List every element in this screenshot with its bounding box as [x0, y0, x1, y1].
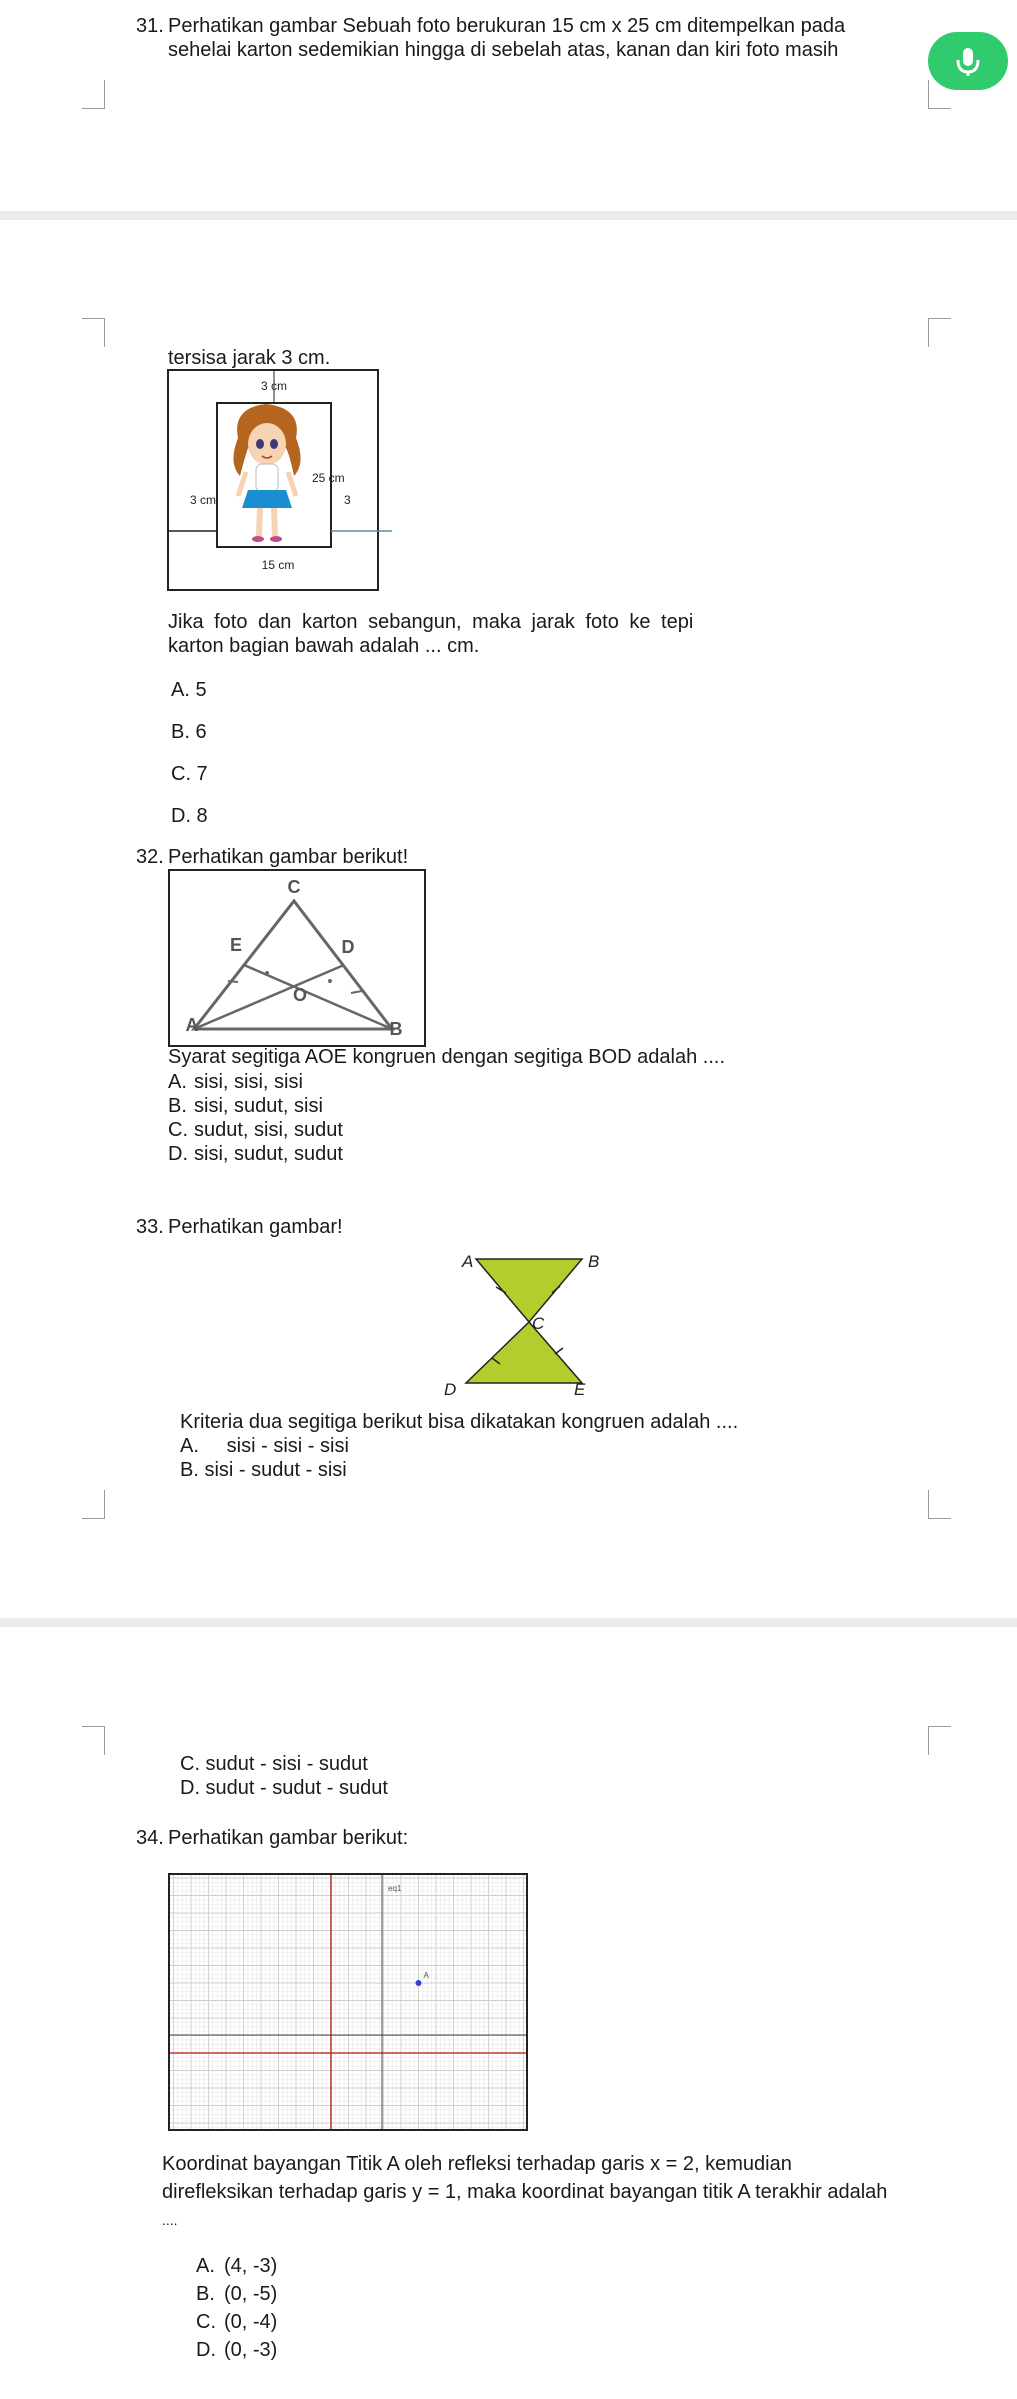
crop-mark — [928, 1490, 951, 1519]
q31-option[interactable]: C. 7 — [171, 763, 208, 785]
triangle-abc — [476, 1259, 582, 1322]
crop-mark — [82, 318, 105, 347]
q33-bowtie-figure — [440, 1245, 610, 1400]
q34-question-line3: .... — [162, 2212, 178, 2228]
triangle-cde — [466, 1322, 582, 1383]
label-d: D — [444, 1380, 457, 1399]
q31-option[interactable]: A. 5 — [171, 679, 207, 701]
label-e: E — [229, 935, 243, 955]
q32-option-text[interactable]: sudut, sisi, sudut — [194, 1119, 343, 1141]
q32-title: Perhatikan gambar berikut! — [168, 846, 409, 868]
point-a-label: A — [423, 1971, 429, 1980]
label-o: O — [292, 985, 308, 1005]
label-c: C — [287, 877, 301, 897]
crop-mark — [928, 1726, 951, 1755]
q33-number: 33. — [136, 1216, 164, 1238]
crop-mark — [82, 1726, 105, 1755]
label-d: D — [341, 937, 355, 957]
voice-input-button[interactable] — [928, 32, 1008, 90]
crop-mark — [928, 318, 951, 347]
crop-mark — [82, 80, 105, 109]
q34-option-text[interactable]: (0, -3) — [224, 2339, 278, 2361]
q34-coordinate-graph — [168, 1873, 528, 2131]
q34-option-letter: B. — [196, 2283, 215, 2305]
label-e: E — [574, 1380, 586, 1399]
point-a — [416, 1980, 422, 1986]
q31-top-label: 3 cm — [260, 379, 288, 393]
q31-line3: tersisa jarak 3 cm. — [168, 347, 331, 369]
q31-line2: sehelai karton sedemikian hingga di sebelah atas, kanan dan kiri foto masih — [168, 39, 839, 61]
q31-line1: Perhatikan gambar Sebuah foto berukuran 15 cm x 25 cm ditempelkan pada — [168, 15, 846, 37]
page-gap — [0, 211, 1017, 220]
label-a: A — [462, 1252, 474, 1271]
page-gap — [0, 1618, 1017, 1627]
q33-title: Perhatikan gambar! — [168, 1216, 343, 1238]
q34-option-letter: D. — [196, 2339, 216, 2361]
q32-option-letter: B. — [168, 1095, 187, 1117]
q33-option[interactable]: B. sisi - sudut - sisi — [180, 1459, 347, 1481]
label-b: B — [588, 1252, 600, 1271]
q34-option-text[interactable]: (0, -5) — [224, 2283, 278, 2305]
q31-right-label: 3 — [344, 493, 351, 507]
q31-number: 31. — [136, 15, 164, 37]
q32-option-letter: C. — [168, 1119, 188, 1141]
q32-option-letter: D. — [168, 1143, 188, 1165]
q32-triangle-figure — [168, 869, 426, 1047]
q32-option-text[interactable]: sisi, sudut, sudut — [194, 1143, 343, 1165]
q34-question-line1: Koordinat bayangan Titik A oleh refleksi terhadap garis x = 2, kemudian — [162, 2153, 792, 2175]
q31-left-label: 3 cm — [190, 493, 217, 507]
q31-photo-figure — [166, 368, 396, 596]
q31-question-line2: karton bagian bawah adalah ... cm. — [168, 635, 480, 657]
q34-title: Perhatikan gambar berikut: — [168, 1827, 409, 1849]
q32-number: 32. — [136, 846, 164, 868]
q33-option[interactable]: C. sudut - sisi - sudut — [180, 1753, 368, 1775]
q33-option[interactable]: A. sisi - sisi - sisi — [180, 1435, 349, 1457]
q32-question: Syarat segitiga AOE kongruen dengan segitiga BOD adalah .... — [168, 1046, 726, 1068]
q31-bottom-label: 15 cm — [261, 558, 295, 572]
q34-number: 34. — [136, 1827, 164, 1849]
q31-question-line1: Jika foto dan karton sebangun, maka jarak foto ke tepi — [168, 611, 694, 633]
q31-option[interactable]: B. 6 — [171, 721, 207, 743]
label-a: A — [185, 1015, 199, 1035]
label-c: C — [532, 1314, 545, 1333]
q31-option[interactable]: D. 8 — [171, 805, 208, 827]
q33-option[interactable]: D. sudut - sudut - sudut — [180, 1777, 388, 1799]
girl-illustration — [233, 404, 300, 542]
q31-height-label: 25 cm — [312, 471, 345, 485]
q32-option-text[interactable]: sisi, sudut, sisi — [194, 1095, 323, 1117]
q32-option-letter: A. — [168, 1071, 187, 1093]
legend-label: eq1 — [388, 1884, 402, 1893]
crop-mark — [82, 1490, 105, 1519]
q34-option-text[interactable]: (4, -3) — [224, 2255, 278, 2277]
q34-option-letter: A. — [196, 2255, 215, 2277]
q33-question: Kriteria dua segitiga berikut bisa dikatakan kongruen adalah .... — [180, 1411, 739, 1433]
q32-option-text[interactable]: sisi, sisi, sisi — [194, 1071, 303, 1093]
label-b: B — [389, 1019, 403, 1039]
q34-option-text[interactable]: (0, -4) — [224, 2311, 278, 2333]
q34-option-letter: C. — [196, 2311, 216, 2333]
q34-question-line2: direfleksikan terhadap garis y = 1, maka koordinat bayangan titik A terakhir adalah — [162, 2181, 888, 2203]
microphone-icon — [928, 32, 1008, 90]
